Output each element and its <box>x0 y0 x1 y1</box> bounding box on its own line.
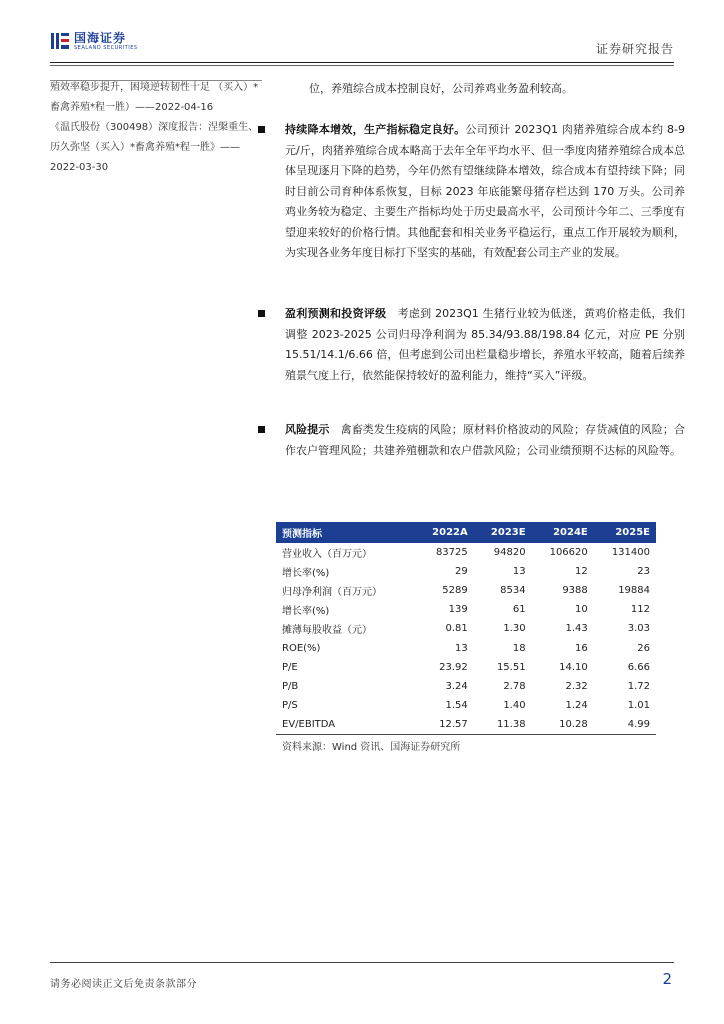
table-cell: 2.78 <box>503 680 526 692</box>
table-cell: 11.38 <box>474 715 532 735</box>
table-row <box>276 658 656 677</box>
table-row-label: 增长率(%) <box>282 606 330 618</box>
table-cell: 4.99 <box>594 715 656 735</box>
table-cell: 15.51 <box>496 661 526 673</box>
table-cell: 13 <box>455 642 468 654</box>
paragraph-heading: 持续降本增效，生产指标稳定良好。 <box>285 123 466 136</box>
table-row-label: P/S <box>282 699 298 711</box>
paragraph-risk <box>285 420 685 461</box>
paragraph-body: 考虑到 2023Q1 生猪行业较为低迷，黄鸡价格走低，我们调整 2023-2025 公司归母净利润为 85.34/93.88/198.84 亿元，对应 PE 分别 15.51/14.1/6.66 倍，但考虑到公司出栏量稳步增长，养殖水平较高，随着后续养殖景气度上行，依然能保持较好的盈利能力，维持“买入”评级。 <box>285 307 685 382</box>
table-cell: 12.57 <box>415 715 474 735</box>
table-cell: 16 <box>575 642 588 654</box>
logo-en-text: SEALAND SECURITIES <box>74 44 138 51</box>
table-cell: 94820 <box>493 547 526 559</box>
table-cell: 13 <box>512 566 526 578</box>
table-header-cell: 2025E <box>594 522 656 543</box>
table-header-row <box>276 522 656 543</box>
table-cell: 3.24 <box>445 680 468 692</box>
table-row <box>276 600 656 619</box>
table-row <box>276 543 656 562</box>
company-logo <box>50 30 138 52</box>
table-cell: 83725 <box>435 547 468 559</box>
bullet-icon <box>258 126 265 133</box>
table-cell: 23 <box>637 566 650 578</box>
table-cell: 23.92 <box>439 661 468 673</box>
table-cell: 12 <box>575 566 588 578</box>
table-row <box>276 696 656 715</box>
table-cell: 14.10 <box>559 661 588 673</box>
related-report-item: 《温氏股份（300498）深度报告：涅槃重生、历久弥坚（买入）*畜禽养殖*程一胜》——2022-03-30 <box>50 122 259 173</box>
table-cell: 29 <box>455 566 468 578</box>
table-cell: 5289 <box>442 585 468 597</box>
table-cell: 3.03 <box>627 623 650 635</box>
table-cell: 9388 <box>562 585 588 597</box>
table-cell: 1.40 <box>503 699 526 711</box>
header-divider-thin <box>50 65 674 66</box>
table-cell: 26 <box>637 642 650 654</box>
table-cell: 1.01 <box>627 699 650 711</box>
table-cell: 131400 <box>611 547 650 559</box>
bullet-icon <box>258 426 265 433</box>
table-row-label: P/B <box>282 680 299 692</box>
table-cell: 2.32 <box>565 680 588 692</box>
table-row-label: 营业收入（百万元） <box>282 549 372 561</box>
table-cell: 8534 <box>500 585 526 597</box>
table-header-cell: 2024E <box>532 522 594 543</box>
related-reports <box>50 78 262 178</box>
table-row-label: 摊薄每股收益（元） <box>282 625 372 637</box>
table-row-label: P/E <box>282 661 298 673</box>
table-row <box>276 562 656 581</box>
intro-text: 位，养殖综合成本控制良好，公司养鸡业务盈利较高。 <box>309 82 573 95</box>
table-row <box>276 638 656 657</box>
table-cell: 1.54 <box>445 699 468 711</box>
table-cell: 10.28 <box>532 715 594 735</box>
table-source: 资料来源：Wind 资讯、国海证券研究所 <box>282 742 461 753</box>
table-cell: 19884 <box>618 585 650 597</box>
table-cell: 1.43 <box>565 623 588 635</box>
table-cell: 61 <box>512 604 526 616</box>
table-row <box>276 715 656 735</box>
table-row <box>276 677 656 696</box>
table-cell: 139 <box>448 604 468 616</box>
table-cell: 1.30 <box>503 623 526 635</box>
report-type: 证券研究报告 <box>595 42 674 56</box>
table-cell: 0.81 <box>445 623 468 635</box>
footer-divider <box>50 962 674 963</box>
table-cell: 10 <box>575 604 588 616</box>
table-cell: 6.66 <box>627 661 650 673</box>
logo-mark-icon <box>50 31 70 51</box>
footer-disclaimer: 请务必阅读正文后免责条款部分 <box>50 979 197 990</box>
related-report-item: 殖效率稳步提升，困境逆转韧性十足 （买入）*畜禽养殖*程一胜）——2022-04-16 <box>50 82 259 113</box>
table-header-cell: 2023E <box>474 522 532 543</box>
page-number: 2 <box>662 970 672 988</box>
table-row-label: ROE(%) <box>282 642 321 654</box>
forecast-table <box>276 522 656 735</box>
paragraph-body: 公司预计 2023Q1 肉猪养殖综合成本约 8-9 元/斤，肉猪养殖综合成本略高于去年全年平均水平、但一季度肉猪养殖综合成本总体呈现逐月下降的趋势，今年仍然有望继续降本增效，综合成本有望持续下降；同时目前公司育种体系恢复，目标 2023 年底能繁母猪存栏达到 170 万头。公司养鸡业务较为稳定、主要生产指标均处于历史最高水平，公司预计今年二、三季度有望迎来较好的价格行情。其他配套和相关业务平稳运行，重点工作开展较为顺利，为实现各业务年度目标打下坚实的基础，有效配套公司主产业的发展。 <box>285 123 686 259</box>
table-row-label: EV/EBITDA <box>276 715 415 735</box>
paragraph-body: 禽畜类发生疫病的风险；原材料价格波动的风险；存货减值的风险；合作农户管理风险；共建养殖棚款和农户借款风险；公司业绩预期不达标的风险等。 <box>285 423 686 457</box>
table-row-label: 增长率(%) <box>282 568 330 580</box>
table-cell: 112 <box>630 604 650 616</box>
paragraph-cost <box>285 120 685 264</box>
paragraph-forecast <box>285 304 685 386</box>
bullet-icon <box>258 310 265 317</box>
table-cell: 1.72 <box>627 680 650 692</box>
table-row-label: 归母净利润（百万元） <box>282 587 382 599</box>
header-divider <box>50 62 674 63</box>
table-header-cell: 2022A <box>415 522 474 543</box>
table-cell: 106620 <box>549 547 588 559</box>
table-cell: 18 <box>512 642 526 654</box>
paragraph-heading: 盈利预测和投资评级 <box>285 307 387 320</box>
logo-cn-text: 国海证券 <box>74 30 127 45</box>
table-row <box>276 619 656 638</box>
paragraph-heading: 风险提示 <box>285 423 330 436</box>
table-cell: 1.24 <box>565 699 588 711</box>
table-row <box>276 581 656 600</box>
table-header-cell: 预测指标 <box>276 522 415 543</box>
